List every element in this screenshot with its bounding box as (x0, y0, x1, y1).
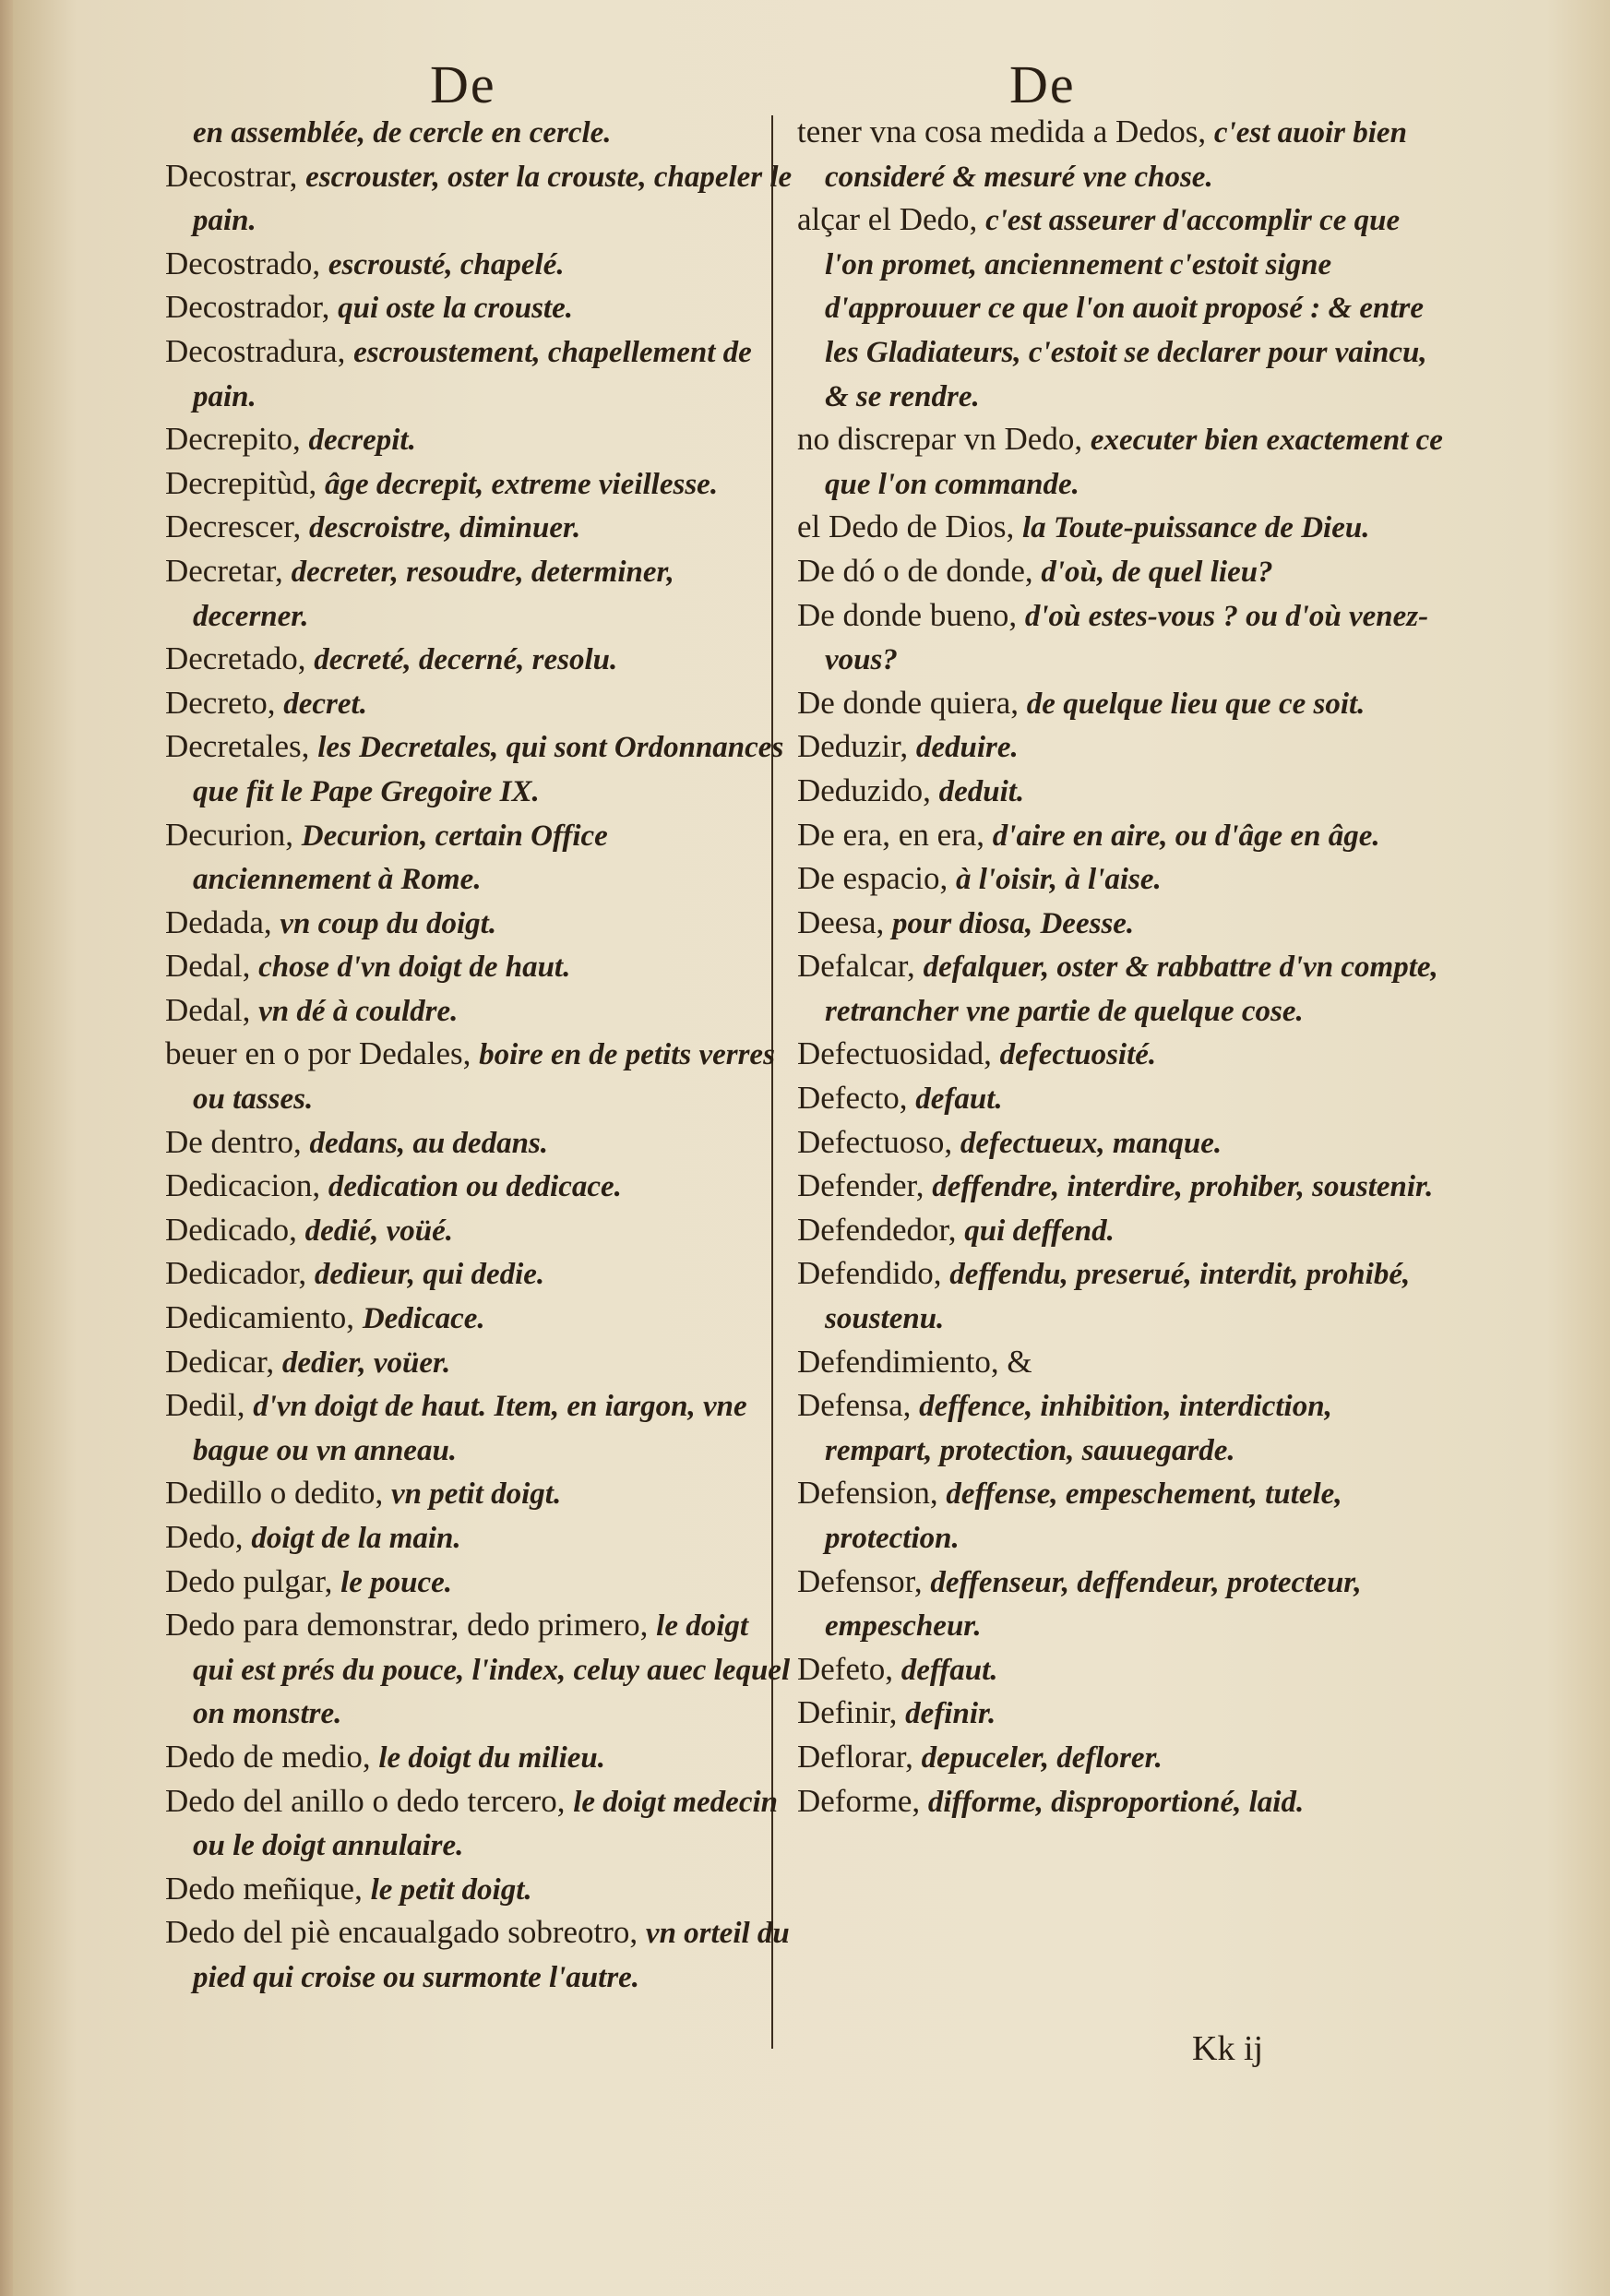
dictionary-entry: Defendido, deffendu, preserué, interdit, prohibé, soustenu. (797, 1255, 1411, 1336)
running-head-left: De (430, 54, 496, 114)
dictionary-entry: Dedal, vn dé à couldre. (165, 991, 459, 1028)
dictionary-entry: Dedo para demonstrar, dedo primero, le doigt qui est prés du pouce, l'index, celuy auec lequel on monstre. (165, 1607, 791, 1731)
book-spine-edge (0, 0, 13, 2296)
dictionary-entry: De donde bueno, d'où estes-vous ? ou d'où venez-vous? (797, 596, 1429, 677)
dictionary-entry: alçar el Dedo, c'est asseurer d'accomplir ce que l'on promet, anciennement c'estoit signe d'approuuer ce que l'on auoit proposé : & entre les Gladiateurs, c'estoit se declarer pour vaincu, & se rendre. (797, 201, 1427, 413)
dictionary-entry: Definir, definir. (797, 1694, 996, 1731)
running-head-right: De (1009, 54, 1076, 114)
dictionary-entry: en assemblée, de cercle en cercle. (193, 116, 612, 149)
right-column (797, 111, 1443, 1824)
dictionary-entry: De donde quiera, de quelque lieu que ce soit. (797, 684, 1366, 721)
dictionary-entry: Decretar, decreter, resoudre, determiner, decerner. (165, 552, 674, 633)
dictionary-entry: Defalcar, defalquer, oster & rabbattre d'vn compte, retrancher vne partie de quelque cose. (797, 948, 1438, 1028)
dictionary-entry: Defendedor, qui deffend. (797, 1211, 1115, 1248)
dictionary-entry: Dedicado, dedié, voüé. (165, 1211, 453, 1248)
dictionary-entry: Decrepitùd, âge decrepit, extreme vieillesse. (165, 464, 719, 501)
dictionary-entry: Deforme, difforme, disproportioné, laid. (797, 1782, 1305, 1819)
dictionary-entry: Decurion, Decurion, certain Office anciennement à Rome. (165, 816, 608, 897)
dictionary-entry: Decretado, decreté, decerné, resolu. (165, 640, 618, 677)
dictionary-entry: beuer en o por Dedales, boire en de petits verres ou tasses. (165, 1035, 775, 1117)
dictionary-entry: De dó o de donde, d'où, de quel lieu? (797, 552, 1273, 589)
dictionary-entry: Dedo, doigt de la main. (165, 1519, 461, 1555)
dictionary-entry: Dedo del anillo o dedo tercero, le doigt medecin ou le doigt annulaire. (165, 1782, 778, 1863)
dictionary-entry: Defecto, defaut. (797, 1080, 1003, 1117)
dictionary-entry: Dedicar, dedier, voüer. (165, 1343, 451, 1380)
dictionary-entry: Defectuosidad, defectuosité. (797, 1035, 1157, 1072)
dictionary-entry: Dedicamiento, Dedicace. (165, 1299, 485, 1336)
dictionary-entry: Defectuoso, defectueux, manque. (797, 1123, 1222, 1160)
dictionary-entry: Defender, deffendre, interdire, prohiber, soustenir. (797, 1167, 1434, 1204)
dictionary-entry: Dedo pulgar, le pouce. (165, 1562, 453, 1599)
dictionary-entry: Deduzido, deduit. (797, 771, 1025, 808)
dictionary-entry: Defensa, deffence, inhibition, interdiction, rempart, protection, sauuegarde. (797, 1387, 1332, 1467)
dictionary-entry: tener vna cosa medida a Dedos, c'est auoir bien consideré & mesuré vne chose. (797, 114, 1407, 194)
dictionary-entry: De espacio, à l'oisir, à l'aise. (797, 860, 1162, 897)
left-column (165, 111, 793, 2000)
dictionary-entry: Dedo de medio, le doigt du milieu. (165, 1738, 606, 1775)
dictionary-entry: Deesa, pour diosa, Deesse. (797, 903, 1135, 940)
dictionary-entry: no discrepar vn Dedo, executer bien exactement ce que l'on commande. (797, 421, 1443, 501)
dictionary-entry: Dedo meñique, le petit doigt. (165, 1870, 532, 1907)
dictionary-entry: Dedil, d'vn doigt de haut. Item, en iargon, vne bague ou vn anneau. (165, 1387, 747, 1467)
dictionary-entry: Decreto, decret. (165, 684, 367, 721)
dictionary-entry: Defendimiento, & (797, 1343, 1032, 1380)
dictionary-entry: Decostrado, escrousté, chapelé. (165, 245, 565, 281)
dictionary-entry: Dedada, vn coup du doigt. (165, 903, 497, 940)
dictionary-entry: Decostrar, escrouster, oster la crouste, chapeler le pain. (165, 157, 793, 238)
dictionary-entry: Defeto, deffaut. (797, 1650, 998, 1687)
dictionary-entry: Dedicador, dedieur, qui dedie. (165, 1255, 545, 1292)
dictionary-entry: Decretales, les Decretales, qui sont Ordonnances que fit le Pape Gregoire IX. (165, 728, 784, 808)
dictionary-page (13, 0, 1610, 2296)
dictionary-entry: De era, en era, d'aire en aire, ou d'âge en âge. (797, 816, 1380, 853)
dictionary-entry: Decrepito, decrepit. (165, 421, 416, 458)
dictionary-entry: Dedo del piè encaualgado sobreotro, vn orteil du pied qui croise ou surmonte l'autre. (165, 1914, 790, 1994)
dictionary-entry: Dedillo o dedito, vn petit doigt. (165, 1475, 562, 1512)
dictionary-entry: Dedal, chose d'vn doigt de haut. (165, 948, 571, 985)
dictionary-entry: Defension, deffense, empeschement, tutele, protection. (797, 1475, 1342, 1555)
dictionary-entry: De dentro, dedans, au dedans. (165, 1123, 549, 1160)
dictionary-entry: Decostrador, qui oste la crouste. (165, 289, 573, 326)
dictionary-entry: Dedicacion, dedication ou dedicace. (165, 1167, 622, 1204)
dictionary-entry: Deduzir, deduire. (797, 728, 1019, 765)
dictionary-entry: Defensor, deffenseur, deffendeur, protecteur, empescheur. (797, 1562, 1362, 1644)
dictionary-entry: Deflorar, depuceler, deflorer. (797, 1738, 1163, 1775)
signature-mark: Kk ij (1192, 2029, 1264, 2068)
dictionary-entry: el Dedo de Dios, la Toute-puissance de Dieu. (797, 508, 1370, 545)
dictionary-entry: Decrescer, descroistre, diminuer. (165, 508, 581, 545)
dictionary-entry: Decostradura, escroustement, chapellement de pain. (165, 332, 752, 413)
